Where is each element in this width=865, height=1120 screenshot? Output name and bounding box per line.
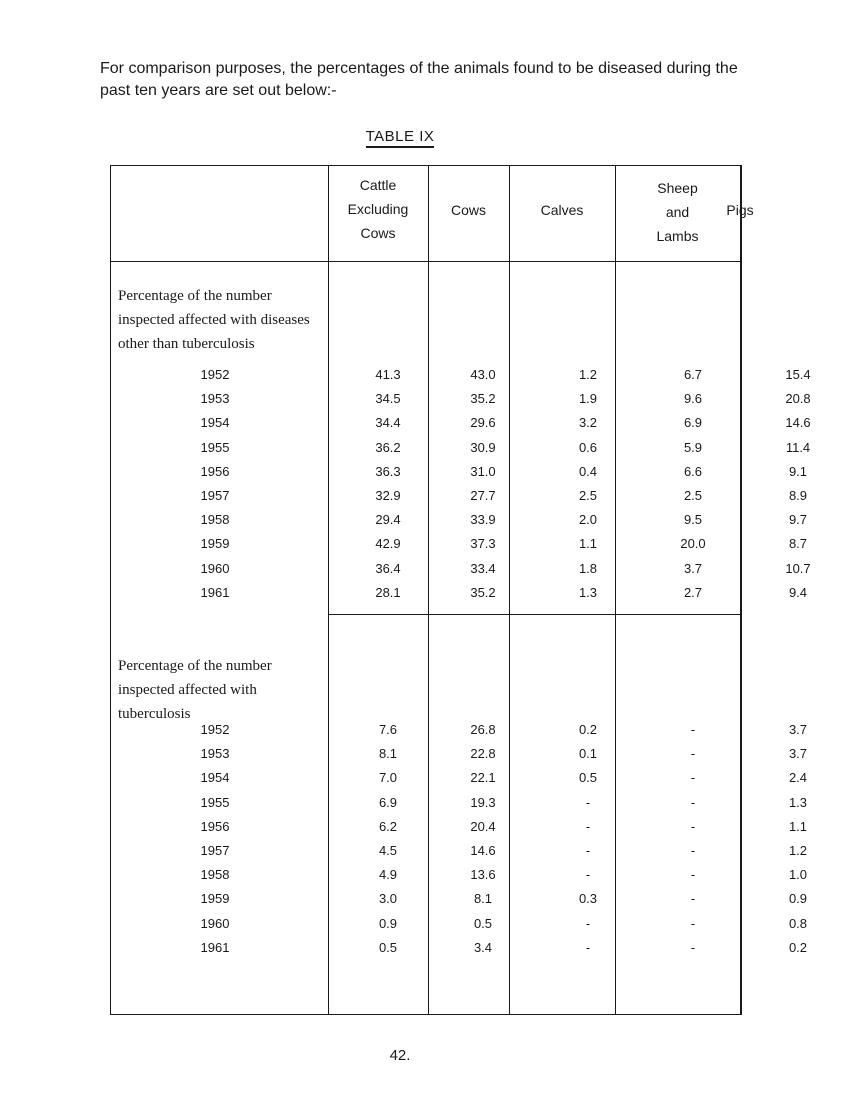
value-cell: 4.9 — [378, 867, 398, 883]
value-cell: 0.5 — [473, 915, 493, 931]
header-cows: Cows — [450, 202, 486, 218]
value-cell: 9.4 — [788, 584, 808, 600]
value-cell: 20.0 — [680, 536, 706, 552]
value-cell: 41.3 — [375, 367, 401, 382]
year-cell: 1954 — [200, 770, 230, 786]
year-cell: 1960 — [200, 560, 230, 576]
value-cell: 15.4 — [785, 367, 811, 382]
intro-paragraph: For comparison purposes, the percentages of the animals found to be diseased during the past ten years are set out below:- — [100, 60, 738, 99]
table-row — [110, 560, 811, 581]
value-cell: 31.0 — [470, 463, 496, 479]
value-cell: - — [690, 939, 696, 955]
table-row — [110, 939, 808, 960]
value-cell: 3.7 — [788, 746, 808, 762]
value-cell: 14.6 — [785, 415, 811, 431]
value-cell: 9.6 — [683, 391, 703, 407]
value-cell: 34.5 — [375, 391, 401, 407]
value-cell: 20.8 — [785, 391, 811, 407]
value-cell: 0.9 — [378, 915, 398, 931]
value-cell: - — [585, 794, 591, 810]
year-cell: 1952 — [200, 367, 230, 382]
value-cell: - — [690, 867, 696, 883]
value-cell: - — [690, 794, 696, 810]
table-row — [110, 891, 808, 911]
value-cell: 33.4 — [470, 560, 496, 576]
table-row — [110, 818, 808, 839]
header-calves: Calves — [540, 202, 584, 218]
section-label-other: Percentage of the number inspected affected with diseases other than tuberculosis — [118, 288, 310, 352]
table-row — [110, 794, 808, 815]
table-row — [110, 746, 808, 766]
value-cell: - — [585, 843, 591, 858]
value-cell: 9.7 — [788, 512, 808, 528]
year-cell: 1952 — [200, 722, 230, 737]
value-cell: 43.0 — [470, 367, 496, 382]
value-cell: 8.1 — [473, 891, 493, 907]
value-cell: - — [690, 746, 696, 762]
value-cell: 26.8 — [470, 722, 496, 737]
value-cell: 1.3 — [578, 584, 598, 600]
value-cell: 35.2 — [470, 584, 496, 600]
value-cell: 2.5 — [578, 488, 598, 503]
value-cell: 1.2 — [578, 367, 598, 382]
value-cell: 19.3 — [470, 794, 496, 810]
year-cell: 1953 — [200, 391, 230, 407]
value-cell: 1.2 — [788, 843, 808, 858]
value-cell: 0.2 — [578, 722, 598, 737]
table-row — [110, 488, 808, 508]
value-cell: 0.9 — [788, 891, 808, 907]
section-rule — [328, 614, 742, 615]
header-cattle: Cattle Excluding Cows — [347, 177, 409, 241]
year-cell: 1958 — [200, 867, 230, 883]
value-cell: 1.0 — [788, 867, 808, 883]
value-cell: 3.2 — [578, 415, 598, 431]
value-cell: 2.4 — [788, 770, 808, 786]
page-number: 42. — [389, 1047, 411, 1064]
table-row — [110, 722, 808, 742]
year-cell: 1961 — [200, 584, 230, 600]
value-cell: 3.7 — [788, 722, 808, 737]
year-cell: 1960 — [200, 915, 230, 931]
value-cell: 1.3 — [788, 794, 808, 810]
table-row — [110, 439, 811, 460]
value-cell: 0.2 — [788, 939, 808, 955]
value-cell: 33.9 — [470, 512, 496, 528]
value-cell: - — [690, 891, 696, 907]
value-cell: 0.6 — [578, 439, 598, 455]
value-cell: 6.9 — [378, 794, 398, 810]
value-cell: - — [585, 939, 591, 955]
table-row — [110, 843, 808, 863]
value-cell: 0.3 — [578, 891, 598, 907]
value-cell: 22.8 — [470, 746, 496, 762]
value-cell: - — [690, 818, 696, 834]
year-cell: 1957 — [200, 843, 230, 858]
value-cell: 3.4 — [473, 939, 493, 955]
header-sheep: Sheep and Lambs — [656, 180, 699, 244]
value-cell: 29.6 — [470, 415, 496, 431]
value-cell: 8.7 — [788, 536, 808, 552]
value-cell: 20.4 — [470, 818, 496, 834]
value-cell: 30.9 — [470, 439, 496, 455]
value-cell: 1.1 — [578, 536, 598, 552]
table-row — [110, 415, 811, 435]
value-cell: 1.8 — [578, 560, 598, 576]
value-cell: 0.5 — [578, 770, 598, 786]
value-cell: 9.5 — [683, 512, 703, 528]
table-row — [110, 536, 808, 556]
value-cell: 8.9 — [788, 488, 808, 503]
year-cell: 1959 — [200, 891, 230, 907]
year-cell: 1959 — [200, 536, 230, 552]
table-row — [110, 770, 808, 790]
year-cell: 1955 — [200, 439, 230, 455]
value-cell: 37.3 — [470, 536, 496, 552]
value-cell: - — [690, 915, 696, 931]
year-cell: 1958 — [200, 512, 230, 528]
year-cell: 1955 — [200, 794, 230, 810]
year-cell: 1956 — [200, 818, 230, 834]
value-cell: 3.0 — [378, 891, 398, 907]
value-cell: 2.0 — [578, 512, 598, 528]
value-cell: 3.7 — [683, 560, 703, 576]
table-row — [110, 463, 808, 484]
table-title: TABLE IX — [0, 128, 800, 145]
value-cell: 4.5 — [378, 843, 398, 858]
header-rule — [110, 261, 742, 262]
value-cell: 1.1 — [788, 818, 808, 834]
value-cell: - — [585, 867, 591, 883]
value-cell: 0.4 — [578, 463, 598, 479]
value-cell: - — [690, 843, 696, 858]
value-cell: 32.9 — [375, 488, 401, 503]
value-cell: 1.9 — [578, 391, 598, 407]
value-cell: 36.4 — [375, 560, 401, 576]
value-cell: 8.1 — [378, 746, 398, 762]
value-cell: 5.9 — [683, 439, 703, 455]
year-cell: 1961 — [200, 939, 230, 955]
value-cell: 6.7 — [683, 367, 703, 382]
table-row — [110, 512, 808, 532]
header-pigs: Pigs — [726, 202, 754, 218]
value-cell: 36.2 — [375, 439, 401, 455]
value-cell: 27.7 — [470, 488, 496, 503]
value-cell: 2.7 — [683, 584, 703, 600]
year-cell: 1953 — [200, 746, 230, 762]
table-row — [110, 867, 808, 887]
value-cell: 6.6 — [683, 463, 703, 479]
value-cell: 35.2 — [470, 391, 496, 407]
value-cell: - — [585, 915, 591, 931]
value-cell: 14.6 — [470, 843, 496, 858]
value-cell: - — [690, 722, 696, 737]
value-cell: 2.5 — [683, 488, 703, 503]
value-cell: 36.3 — [375, 463, 401, 479]
value-cell: 6.9 — [683, 415, 703, 431]
value-cell: 13.6 — [470, 867, 496, 883]
year-cell: 1956 — [200, 463, 230, 479]
year-cell: 1957 — [200, 488, 230, 503]
value-cell: 7.6 — [378, 722, 398, 737]
value-cell: 7.0 — [378, 770, 398, 786]
value-cell: 6.2 — [378, 818, 398, 834]
table-row — [110, 367, 811, 387]
value-cell: - — [585, 818, 591, 834]
value-cell: - — [690, 770, 696, 786]
table-row — [110, 391, 811, 411]
value-cell: 0.8 — [788, 915, 808, 931]
value-cell: 28.1 — [375, 584, 401, 600]
year-cell: 1954 — [200, 415, 230, 431]
value-cell: 0.5 — [378, 939, 398, 955]
value-cell: 11.4 — [785, 439, 811, 455]
value-cell: 10.7 — [785, 560, 811, 576]
table-row — [110, 915, 808, 936]
table-row — [110, 584, 808, 605]
value-cell: 22.1 — [470, 770, 496, 786]
section-label-tb: Percentage of the number inspected affected with tuberculosis — [118, 658, 272, 722]
value-cell: 34.4 — [375, 415, 401, 431]
value-cell: 9.1 — [788, 463, 808, 479]
value-cell: 42.9 — [375, 536, 401, 552]
value-cell: 29.4 — [375, 512, 401, 528]
value-cell: 0.1 — [578, 746, 598, 762]
